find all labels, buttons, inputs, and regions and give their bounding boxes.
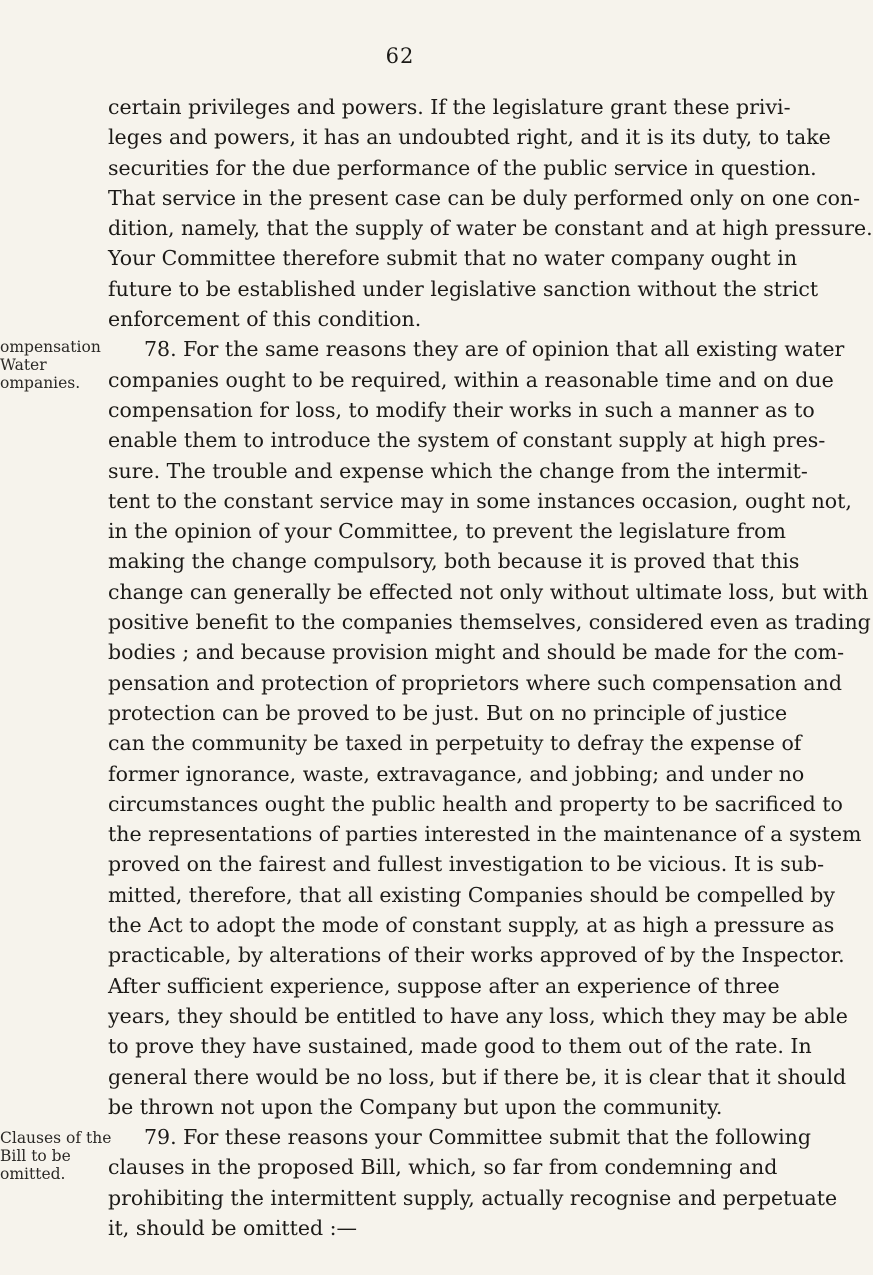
text-line: sure. The trouble and expense which the change from the intermit- <box>108 458 808 483</box>
text-line: practicable, by alterations of their works approved of by the Inspector. <box>108 943 845 968</box>
text-line: making the change compulsory, both because it is proved that this <box>108 549 800 574</box>
text-line: positive benefit to the companies themselves, considered even as trading <box>108 610 871 635</box>
text-line: general there would be no loss, but if there be, it is clear that it should <box>108 1064 847 1089</box>
margin-note-line: ompanies. <box>0 374 81 392</box>
margin-note-line: ompensation <box>0 338 101 356</box>
paragraph-78-start: 78. For the same reasons they are of opinion that all existing water <box>144 337 845 362</box>
page-number: 62 <box>385 44 415 68</box>
text-line: to prove they have sustained, made good to them out of the rate. In <box>108 1034 812 1059</box>
paragraph-79-start: 79. For these reasons your Committee submit that the following <box>144 1125 811 1150</box>
text-line: Your Committee therefore submit that no water company ought in <box>108 246 798 271</box>
text-line: tent to the constant service may in some instances occasion, ought not, <box>108 488 852 513</box>
text-line: pensation and protection of proprietors where such compensation and <box>108 670 842 695</box>
margin-note-line: Water <box>0 356 47 374</box>
text-line: be thrown not upon the Company but upon the community. <box>108 1094 723 1119</box>
text-line: companies ought to be required, within a reasonable time and on due <box>108 367 834 392</box>
margin-note-line: Bill to be <box>0 1147 71 1165</box>
body-text <box>108 92 873 1243</box>
text-line: certain privileges and powers. If the legislature grant these privi- <box>108 95 791 119</box>
text-line: enforcement of this condition. <box>108 307 422 332</box>
text-line: enable them to introduce the system of constant supply at high pres- <box>108 428 826 453</box>
text-line: the Act to adopt the mode of constant supply, at as high a pressure as <box>108 913 835 938</box>
text-line: circumstances ought the public health and property to be sacrificed to <box>108 791 843 816</box>
text-line: That service in the present case can be duly performed only on one con- <box>108 185 861 210</box>
text-line: can the community be taxed in perpetuity to defray the expense of <box>108 731 802 756</box>
text-line: protection can be proved to be just. But on no principle of justice <box>108 700 788 725</box>
text-line: years, they should be entitled to have any loss, which they may be able <box>108 1003 848 1028</box>
text-line: clauses in the proposed Bill, which, so far from condemning and <box>108 1155 778 1180</box>
text-line: prohibiting the intermittent supply, actually recognise and perpetuate <box>108 1185 838 1210</box>
text-line: in the opinion of your Committee, to prevent the legislature from <box>108 519 786 544</box>
margin-note-line: omitted. <box>0 1165 66 1183</box>
text-line: dition, namely, that the supply of water be constant and at high pressure. <box>108 216 873 241</box>
text-line: future to be established under legislative sanction without the strict <box>108 276 819 301</box>
text-line: bodies ; and because provision might and should be made for the com- <box>108 640 844 665</box>
text-line: it, should be omitted :— <box>108 1215 358 1240</box>
text-line: leges and powers, it has an undoubted right, and it is its duty, to take <box>108 125 831 150</box>
text-line: change can generally be effected not only without ultimate loss, but with <box>108 579 869 604</box>
text-line: proved on the fairest and fullest investigation to be vicious. It is sub- <box>108 852 825 877</box>
text-line: the representations of parties interested in the maintenance of a system <box>108 822 862 847</box>
text-line: compensation for loss, to modify their works in such a manner as to <box>108 397 815 422</box>
text-line: securities for the due performance of the public service in question. <box>108 155 817 180</box>
margin-note-clauses <box>0 1129 112 1183</box>
margin-note-compensation <box>0 338 100 392</box>
margin-note-line: Clauses of the <box>0 1129 112 1147</box>
text-line: former ignorance, waste, extravagance, and jobbing; and under no <box>108 761 805 786</box>
text-line: mitted, therefore, that all existing Companies should be compelled by <box>108 882 835 907</box>
text-line: After sufficient experience, suppose after an experience of three <box>108 973 780 998</box>
